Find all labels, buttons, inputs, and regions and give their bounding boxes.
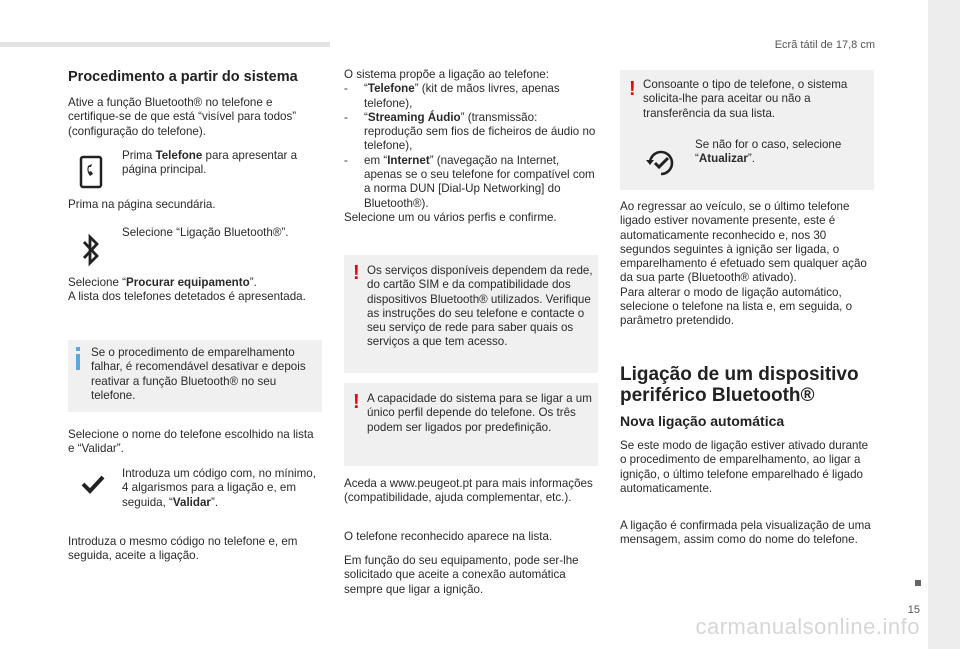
info-text: Se o procedimento de emparelhamento falhar, é recomendável desativar e depois reativar a função Bluetooth® no seu telefone. xyxy=(91,346,306,402)
heading-peripheral: Ligação de um dispositivo periférico Bluetooth® xyxy=(620,364,859,406)
list-item: - “Streaming Áudio” (transmissão: reprodução sem fios de ficheiros de áudio no telefone), xyxy=(344,110,596,153)
paragraph: Introduza o mesmo código no telefone e, em seguida, aceite a ligação. xyxy=(68,535,298,563)
subheading-auto: Nova ligação automática xyxy=(620,413,785,429)
step-update: Se não for o caso, selecione “Atualizar”. xyxy=(695,138,842,166)
paragraph: Em função do seu equipamento, pode ser-lhe solicitado que aceite a conexão automática sempre que ligar a ignição. xyxy=(344,554,579,596)
update-icon xyxy=(644,146,678,180)
warning-icon: ! xyxy=(353,391,360,413)
warning-box-profile xyxy=(344,383,598,466)
step-bluetooth: Selecione “Ligação Bluetooth®”. xyxy=(122,226,289,239)
page-number: 15 xyxy=(907,604,920,616)
info-icon xyxy=(76,347,80,351)
procedure-title: Procedimento a partir do sistema xyxy=(68,69,298,85)
step-phone: Prima Telefone para apresentar a página principal. xyxy=(122,149,298,177)
paragraph: Prima na página secundária. xyxy=(68,198,216,211)
paragraph: A ligação é confirmada pela visualização de uma mensagem, assim como do nome do telefone. xyxy=(620,519,871,547)
phone-icon xyxy=(76,154,106,190)
step-validate: Introduza um código com, no mínimo, 4 algarismos para a ligação e, em seguida, “Validar”. xyxy=(122,467,316,509)
warning-box-services xyxy=(344,255,598,373)
heading-procedure xyxy=(68,68,330,86)
paragraph: Selecione o nome do telefone escolhido na lista e “Validar”. xyxy=(68,428,314,456)
warning-text: Consoante o tipo de telefone, o sistema solicita-lhe para aceitar ou não a transferência da sua lista. xyxy=(643,78,848,120)
list-item: - em “Internet” (navegação na Internet, apenas se o seu telefone for compatível com a norma DUN [Dial-Up Networking] do Bluetooth®). xyxy=(344,153,595,210)
list-item: - “Telefone” (kit de mãos livres, apenas telefone), xyxy=(344,82,560,110)
warning-icon: ! xyxy=(629,78,636,100)
paragraph: Selecione “Procurar equipamento”. A lista dos telefones detetados é apresentada. xyxy=(68,276,306,304)
header-rule xyxy=(0,42,330,47)
warning-box-contacts xyxy=(620,70,874,190)
warning-text: Os serviços disponíveis dependem da rede, do cartão SIM e da compatibilidade dos dispositivos Bluetooth® utilizados. Verifique as instruções do seu telefone e contacte o seu serviço de rede para saber quais os serviços a que tem acesso. xyxy=(367,264,593,349)
page-edge-bar xyxy=(928,0,960,649)
bluetooth-icon xyxy=(80,233,102,267)
continuation-marker xyxy=(915,580,921,586)
watermark: carmanualsonline.info xyxy=(695,614,920,639)
paragraph: O telefone reconhecido aparece na lista. xyxy=(344,530,553,543)
paragraph: Aceda a www.peugeot.pt para mais informações (compatibilidade, ajuda complementar, etc.). xyxy=(344,477,593,505)
paragraph: Ao regressar ao veículo, se o último telefone ligado estiver novamente presente, este é automaticamente reconhecido e, nos 30 segundos seguintes à ignição ser ligada, o emparelhamento é efetuado sem qualquer ação da sua parte (Bluetooth® ativado). Para alterar o modo de ligação automático, selecione o telefone na lista e, em seguida, o parâmetro pretendido. xyxy=(620,200,867,328)
info-box xyxy=(68,340,322,412)
profiles-section: O sistema propõe a ligação ao telefone: - “Telefone” (kit de mãos livres, apenas telefone), - “Streaming Áudio” (transmissão: reprodução sem fios de ficheiros de áudio no telefone), - em “Internet” (navegação na Internet, apenas se o seu telefone for compatível com a norma DUN [Dial-Up Networking] do Bluetooth®). Selecione um ou vários perfis e confirme. xyxy=(344,68,598,225)
check-icon xyxy=(80,474,106,494)
warning-text: A capacidade do sistema para se ligar a um único perfil depende do telefone. Os três podem ser ligados por predefinição. xyxy=(367,392,592,434)
paragraph: Se este modo de ligação estiver ativado durante o procedimento de emparelhamento, ao ligar a ignição, o último telefone emparelhado é ligado automaticamente. xyxy=(620,439,869,495)
section-header: Ecrã tátil de 17,8 cm xyxy=(774,39,875,51)
paragraph: Ative a função Bluetooth® no telefone e certifique-se de que está “visível para todos” (configuração do telefone). xyxy=(68,96,297,138)
warning-icon: ! xyxy=(353,262,360,284)
